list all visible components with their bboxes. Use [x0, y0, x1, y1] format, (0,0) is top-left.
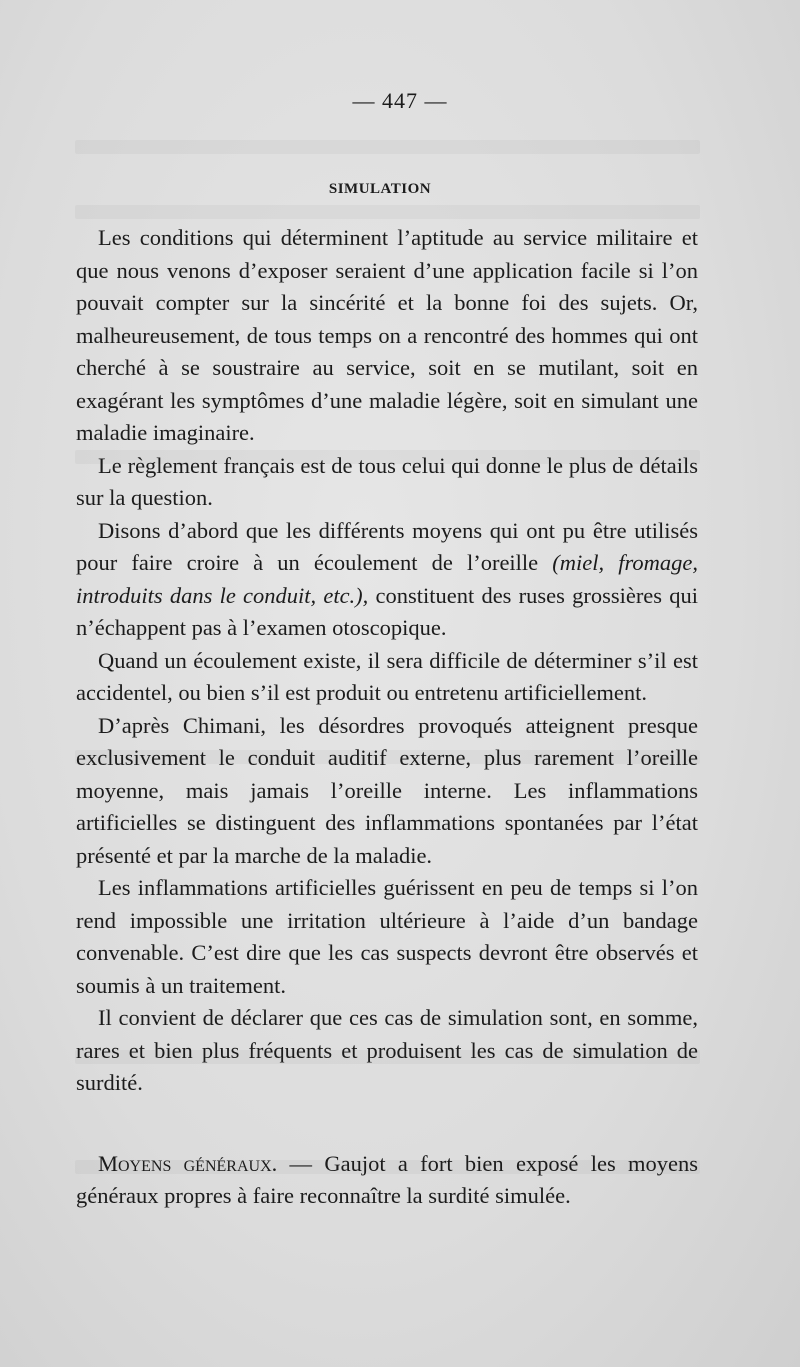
paragraph-text: — Gaujot a fort bien exposé les moyens généraux propres à faire reconnaître la surdité simulée. — [76, 1150, 698, 1208]
paragraph: Les inflammations artificielles guérissent en peu de temps si l’on rend impossible une irritation ultérieure à l’aide d’un bandage convenable. C’est dire que les cas suspects devront être observés et soumis à un traitement. — [76, 875, 698, 998]
bleed-through — [75, 205, 700, 219]
paragraph-text: Disons d’abord que les différents moyens qui ont pu être utilisés pour faire croire à un écoulement de l’oreille — [76, 517, 698, 575]
paragraph: Quand un écoulement existe, il sera difficile de déterminer s’il est accidentel, ou bien s’il est produit ou entretenu artificiellement. — [76, 647, 698, 705]
subsection-heading: Moyens généraux. — [98, 1150, 278, 1176]
paragraph — [76, 1148, 698, 1213]
bleed-through — [75, 140, 700, 154]
paragraph — [76, 515, 698, 645]
paragraph: Le règlement français est de tous celui qui donne le plus de détails sur la question. — [76, 452, 698, 510]
page-number: — 447 — — [352, 88, 448, 113]
body-text — [76, 222, 698, 1213]
paragraph: D’après Chimani, les désordres provoqués atteignent presque exclusivement le conduit auditif externe, plus rarement l’oreille moyenne, mais jamais l’oreille interne. Les inflammations artificielles se distinguent des inflammations spontanées par l’état présenté et par la marche de la maladie. — [76, 712, 698, 868]
paragraph: Les conditions qui déterminent l’aptitude au service militaire et que nous venons d’exposer seraient d’une application facile si l’on pouvait compter sur la sincérité et la bonne foi des sujets. Or, malheureusement, de tous temps on a rencontré des hommes qui ont cherché à se soustraire au service, soit en se mutilant, soit en exagérant les symptômes d’une maladie légère, soit en simulant une maladie imaginaire. — [76, 225, 698, 445]
paragraph-text: constituent des ruses grossières qui n’échappent pas à l’examen otoscopique. — [76, 582, 698, 640]
paragraph-italic: (miel, fromage, introduits dans le conduit, etc.), — [76, 550, 698, 608]
section-title: SIMULATION — [328, 181, 432, 197]
paragraph: Il convient de déclarer que ces cas de simulation sont, en somme, rares et bien plus fréquents et produisent les cas de simulation de surdité. — [76, 1005, 698, 1095]
